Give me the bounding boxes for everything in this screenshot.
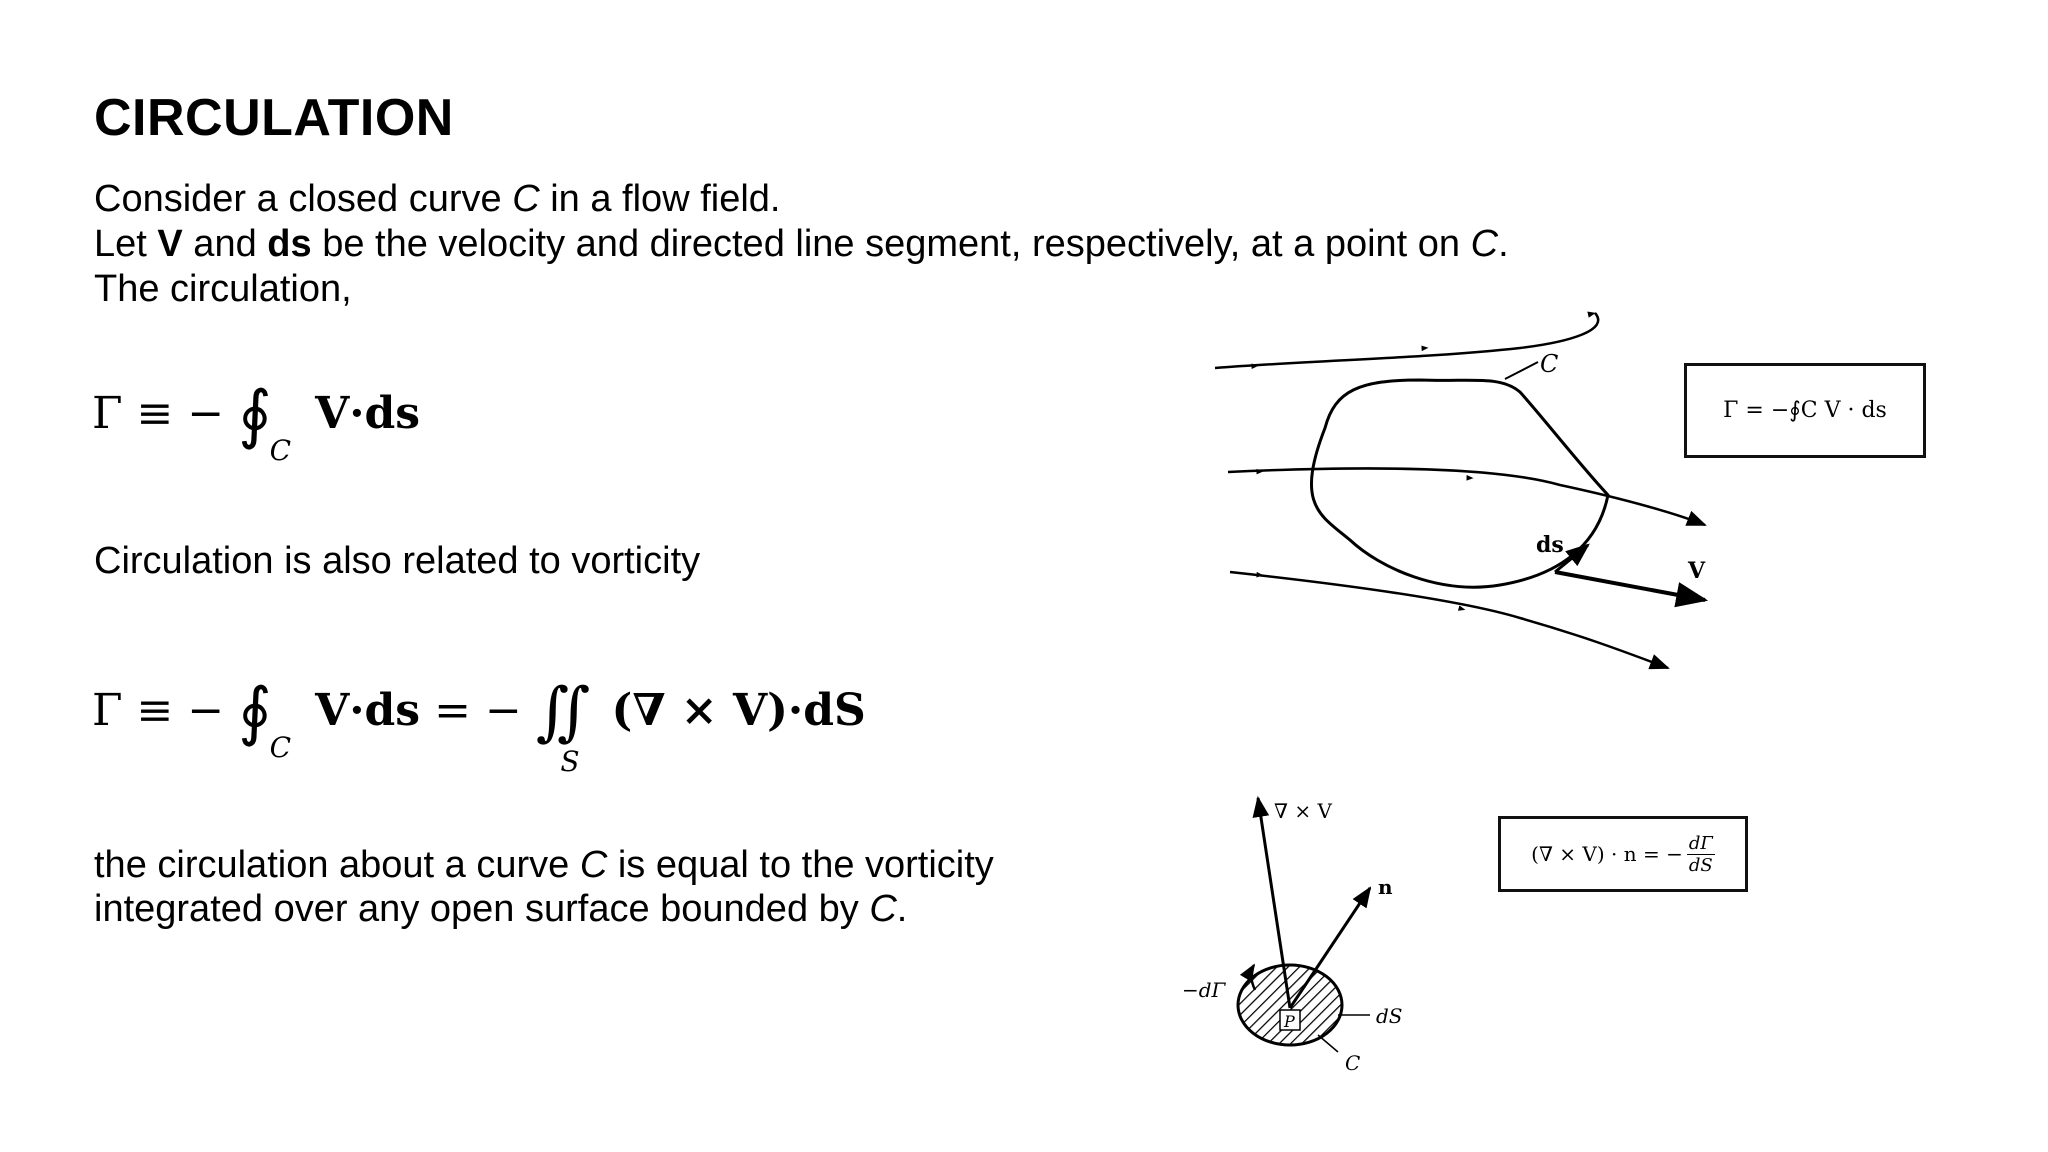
velocity-vector: [1555, 572, 1705, 600]
box-equation: Γ = −∮C V · ds: [1723, 398, 1887, 423]
fraction: [1687, 833, 1715, 876]
circulation-equation: [92, 378, 421, 467]
ds-symbol: ds: [267, 223, 312, 265]
curve-symbol: C: [579, 844, 608, 886]
text: be the velocity and directed line segment, respectively, at a point on: [311, 223, 1471, 265]
page-title: CIRCULATION: [94, 89, 454, 147]
vorticity-relation-box: [1498, 816, 1748, 892]
curve-symbol: C: [869, 888, 897, 930]
stokes-equation: [92, 675, 866, 778]
text: .: [1498, 223, 1509, 265]
intro-line-2: [94, 221, 1509, 267]
gamma-symbol: Γ: [92, 388, 123, 439]
box-lhs: (∇ × V) · n = −: [1531, 842, 1683, 866]
curve-label: C: [1540, 350, 1559, 378]
streamline-middle: [1228, 468, 1705, 525]
text: is equal to the vorticity: [607, 844, 994, 886]
equiv-symbol: ≡: [136, 685, 174, 736]
dgamma-label: −dΓ: [1182, 978, 1226, 1002]
curl-label: ∇ × V: [1274, 799, 1332, 823]
minus-symbol: −: [484, 685, 522, 736]
streamline-top-arrowhead: [1585, 313, 1595, 320]
fraction-numerator: dΓ: [1688, 832, 1713, 854]
velocity-symbol: V: [157, 223, 183, 265]
circulation-definition-box: [1684, 363, 1926, 458]
contour-integral-symbol: ∮: [238, 378, 272, 452]
flow-field-figure: [1200, 300, 1720, 690]
vorticity-figure: [1170, 790, 1430, 1080]
intro-line-1: [94, 176, 780, 222]
point-label: P: [1284, 1012, 1295, 1031]
text: and: [182, 223, 268, 265]
conclusion-line-1: [94, 842, 994, 888]
equiv-symbol: ≡: [136, 388, 174, 439]
text: integrated over any open surface bounded by: [94, 888, 870, 930]
curve-symbol: C: [1470, 223, 1499, 265]
text: the circulation about a curve: [94, 844, 580, 886]
curve-symbol: C: [512, 178, 540, 220]
velocity-label: V: [1688, 558, 1706, 584]
normal-label: n: [1378, 875, 1393, 899]
ds-label: ds: [1536, 532, 1564, 558]
text: Let: [94, 223, 158, 265]
contour-integral-symbol: ∮: [238, 675, 272, 749]
double-integral-symbol: ∬: [535, 675, 591, 749]
fraction-denominator: dS: [1688, 854, 1713, 876]
integral-subscript: C: [269, 434, 292, 467]
gamma-symbol: Γ: [92, 685, 123, 736]
text: in a flow field.: [539, 178, 781, 220]
surface-subscript: S: [560, 745, 580, 778]
integral-subscript: C: [269, 731, 292, 764]
vorticity-relation-text: Circulation is also related to vorticity: [94, 540, 701, 582]
line-integrand: V·ds: [315, 685, 421, 736]
surface-integrand: (∇ × V)·dS: [611, 685, 866, 736]
text: .: [896, 888, 908, 930]
conclusion-line-2: [94, 886, 907, 932]
intro-line-3: The circulation,: [94, 268, 352, 310]
integrand: V·ds: [315, 388, 421, 439]
minus-symbol: −: [187, 685, 225, 736]
dS-label: dS: [1376, 1004, 1403, 1028]
curve-label: C: [1345, 1051, 1361, 1075]
equals-symbol: =: [434, 685, 471, 736]
text: Consider a closed curve: [94, 178, 513, 220]
minus-symbol: −: [187, 388, 225, 439]
